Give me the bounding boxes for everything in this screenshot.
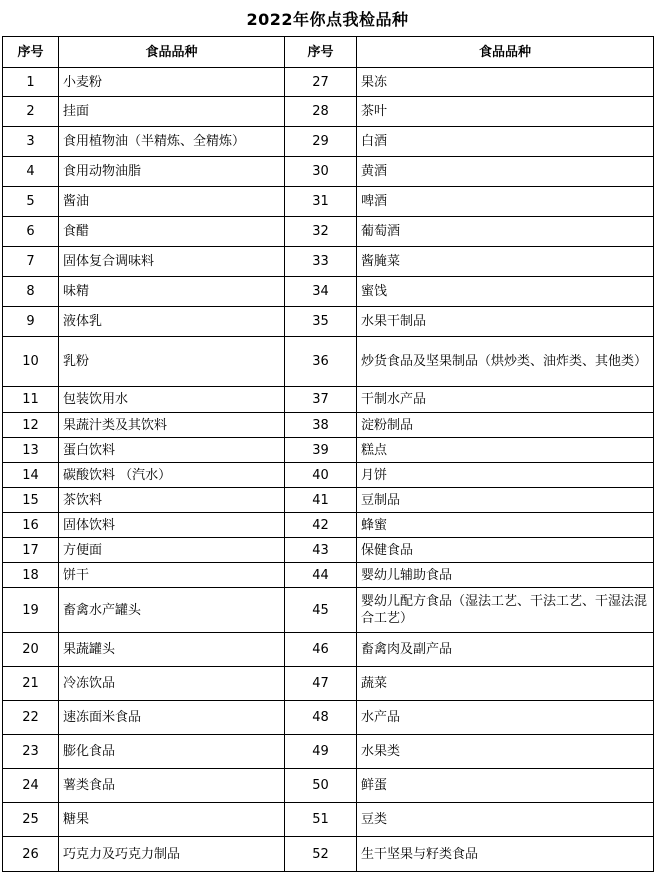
food-name-cell: 膨化食品 <box>59 735 285 769</box>
food-name-cell: 挂面 <box>59 97 285 127</box>
food-name-cell: 糖果 <box>59 803 285 837</box>
header-row <box>3 37 654 68</box>
serial-cell: 38 <box>285 413 357 438</box>
serial-cell: 36 <box>285 337 357 387</box>
table-body <box>3 68 654 872</box>
serial-cell: 52 <box>285 837 357 872</box>
serial-cell: 33 <box>285 247 357 277</box>
food-name-cell: 味精 <box>59 277 285 307</box>
food-name-cell: 包装饮用水 <box>59 387 285 413</box>
food-name-cell: 冷冻饮品 <box>59 667 285 701</box>
food-name-cell: 碳酸饮料 （汽水） <box>59 463 285 488</box>
table-row <box>3 413 654 438</box>
food-name-cell: 水果干制品 <box>357 307 654 337</box>
header-food-left: 食品品种 <box>59 37 285 68</box>
serial-cell: 21 <box>3 667 59 701</box>
table-row <box>3 488 654 513</box>
table-row <box>3 68 654 97</box>
food-name-cell: 巧克力及巧克力制品 <box>59 837 285 872</box>
table-row <box>3 277 654 307</box>
food-variety-table <box>2 36 654 872</box>
serial-cell: 9 <box>3 307 59 337</box>
serial-cell: 11 <box>3 387 59 413</box>
serial-cell: 18 <box>3 563 59 588</box>
serial-cell: 30 <box>285 157 357 187</box>
serial-cell: 4 <box>3 157 59 187</box>
serial-cell: 26 <box>3 837 59 872</box>
serial-cell: 46 <box>285 633 357 667</box>
serial-cell: 16 <box>3 513 59 538</box>
serial-cell: 35 <box>285 307 357 337</box>
food-name-cell: 薯类食品 <box>59 769 285 803</box>
food-name-cell: 淀粉制品 <box>357 413 654 438</box>
table-row <box>3 769 654 803</box>
food-name-cell: 速冻面米食品 <box>59 701 285 735</box>
food-name-cell: 葡萄酒 <box>357 217 654 247</box>
serial-cell: 1 <box>3 68 59 97</box>
food-name-cell: 方便面 <box>59 538 285 563</box>
serial-cell: 41 <box>285 488 357 513</box>
food-name-cell: 鲜蛋 <box>357 769 654 803</box>
table-row <box>3 735 654 769</box>
header-food-right: 食品品种 <box>357 37 654 68</box>
serial-cell: 13 <box>3 438 59 463</box>
food-name-cell: 豆类 <box>357 803 654 837</box>
food-name-cell: 月饼 <box>357 463 654 488</box>
food-name-cell: 豆制品 <box>357 488 654 513</box>
food-name-cell: 干制水产品 <box>357 387 654 413</box>
food-name-cell: 饼干 <box>59 563 285 588</box>
food-name-cell: 乳粉 <box>59 337 285 387</box>
table-row <box>3 438 654 463</box>
food-name-cell: 畜禽肉及副产品 <box>357 633 654 667</box>
food-name-cell: 蜂蜜 <box>357 513 654 538</box>
food-name-cell: 茶叶 <box>357 97 654 127</box>
serial-cell: 10 <box>3 337 59 387</box>
serial-cell: 50 <box>285 769 357 803</box>
table-row <box>3 187 654 217</box>
table-row <box>3 463 654 488</box>
serial-cell: 28 <box>285 97 357 127</box>
serial-cell: 24 <box>3 769 59 803</box>
table-row <box>3 633 654 667</box>
serial-cell: 22 <box>3 701 59 735</box>
serial-cell: 29 <box>285 127 357 157</box>
serial-cell: 45 <box>285 588 357 633</box>
food-name-cell: 酱油 <box>59 187 285 217</box>
table-row <box>3 97 654 127</box>
serial-cell: 6 <box>3 217 59 247</box>
food-name-cell: 婴幼儿配方食品（湿法工艺、干法工艺、干湿法混合工艺） <box>357 588 654 633</box>
page-title: 2022年你点我检品种 <box>246 9 409 29</box>
food-name-cell: 食醋 <box>59 217 285 247</box>
food-name-cell: 固体饮料 <box>59 513 285 538</box>
serial-cell: 23 <box>3 735 59 769</box>
food-name-cell: 小麦粉 <box>59 68 285 97</box>
food-name-cell: 果蔬汁类及其饮料 <box>59 413 285 438</box>
serial-cell: 20 <box>3 633 59 667</box>
header-serial-right: 序号 <box>285 37 357 68</box>
serial-cell: 8 <box>3 277 59 307</box>
header-serial-left: 序号 <box>3 37 59 68</box>
serial-cell: 49 <box>285 735 357 769</box>
table-row <box>3 513 654 538</box>
table-row <box>3 217 654 247</box>
serial-cell: 14 <box>3 463 59 488</box>
table-row <box>3 247 654 277</box>
food-name-cell: 婴幼儿辅助食品 <box>357 563 654 588</box>
table-row <box>3 803 654 837</box>
food-name-cell: 畜禽水产罐头 <box>59 588 285 633</box>
table-row <box>3 563 654 588</box>
serial-cell: 32 <box>285 217 357 247</box>
food-name-cell: 蔬菜 <box>357 667 654 701</box>
table-row <box>3 667 654 701</box>
serial-cell: 37 <box>285 387 357 413</box>
serial-cell: 42 <box>285 513 357 538</box>
serial-cell: 27 <box>285 68 357 97</box>
food-name-cell: 啤酒 <box>357 187 654 217</box>
serial-cell: 7 <box>3 247 59 277</box>
food-name-cell: 水果类 <box>357 735 654 769</box>
food-name-cell: 水产品 <box>357 701 654 735</box>
serial-cell: 15 <box>3 488 59 513</box>
food-name-cell: 果蔬罐头 <box>59 633 285 667</box>
serial-cell: 51 <box>285 803 357 837</box>
serial-cell: 5 <box>3 187 59 217</box>
food-name-cell: 保健食品 <box>357 538 654 563</box>
table-row <box>3 588 654 633</box>
table-row <box>3 387 654 413</box>
serial-cell: 31 <box>285 187 357 217</box>
table-row <box>3 337 654 387</box>
food-name-cell: 生干坚果与籽类食品 <box>357 837 654 872</box>
food-name-cell: 固体复合调味料 <box>59 247 285 277</box>
serial-cell: 39 <box>285 438 357 463</box>
serial-cell: 3 <box>3 127 59 157</box>
table-row <box>3 307 654 337</box>
food-name-cell: 液体乳 <box>59 307 285 337</box>
serial-cell: 2 <box>3 97 59 127</box>
serial-cell: 12 <box>3 413 59 438</box>
food-name-cell: 炒货食品及坚果制品（烘炒类、油炸类、其他类） <box>357 337 654 387</box>
food-name-cell: 食用动物油脂 <box>59 157 285 187</box>
serial-cell: 34 <box>285 277 357 307</box>
table-row <box>3 701 654 735</box>
food-name-cell: 黄酒 <box>357 157 654 187</box>
serial-cell: 48 <box>285 701 357 735</box>
table-row <box>3 157 654 187</box>
food-name-cell: 食用植物油（半精炼、全精炼） <box>59 127 285 157</box>
food-name-cell: 白酒 <box>357 127 654 157</box>
serial-cell: 43 <box>285 538 357 563</box>
food-name-cell: 糕点 <box>357 438 654 463</box>
food-name-cell: 茶饮料 <box>59 488 285 513</box>
serial-cell: 40 <box>285 463 357 488</box>
table-row <box>3 127 654 157</box>
serial-cell: 44 <box>285 563 357 588</box>
food-name-cell: 蜜饯 <box>357 277 654 307</box>
serial-cell: 17 <box>3 538 59 563</box>
food-name-cell: 酱腌菜 <box>357 247 654 277</box>
food-name-cell: 蛋白饮料 <box>59 438 285 463</box>
serial-cell: 47 <box>285 667 357 701</box>
food-name-cell: 果冻 <box>357 68 654 97</box>
serial-cell: 19 <box>3 588 59 633</box>
table-row <box>3 538 654 563</box>
serial-cell: 25 <box>3 803 59 837</box>
table-row <box>3 837 654 872</box>
